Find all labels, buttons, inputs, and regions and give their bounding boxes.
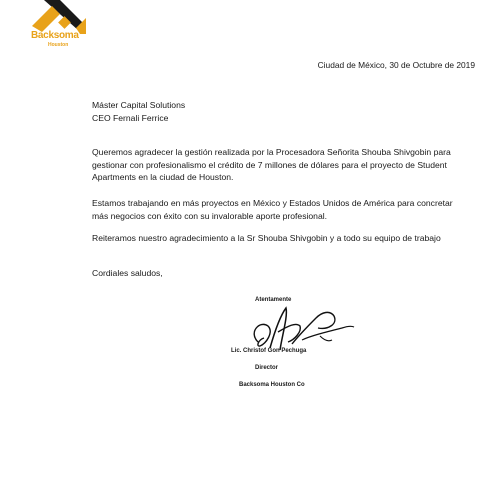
body-paragraph-2: Estamos trabajando en más proyectos en México y Estados Unidos de América para concretar más negocios con éxito con su invalorable aporte profesional.	[92, 198, 453, 221]
closing-line: Cordiales saludos,	[92, 268, 163, 278]
roof-logo-icon	[30, 0, 86, 34]
body-paragraph-1: Queremos agradecer la gestión realizada por la Procesadora Señorita Shouba Shivgobin para gestionar con profesionalismo el crédito de 7 millones de dólares para el proyecto de Student Apartments en la ciudad de Houston.	[92, 147, 451, 183]
body-paragraph-3: Reiteramos nuestro agradecimiento a la Sr Shouba Shivgobin y a todo su equipo de trabajo	[92, 233, 441, 243]
signer-company: Backsoma Houston Co	[239, 382, 305, 388]
recipient-block	[92, 99, 185, 125]
logo-name-text: Backsoma	[31, 30, 79, 41]
signature-block	[230, 296, 360, 396]
handwritten-signature	[230, 296, 360, 366]
recipient-person: CEO Fernali Ferrice	[92, 113, 169, 123]
letter-date: Ciudad de México, 30 de Octubre de 2019	[317, 60, 475, 70]
logo-sub-text: Houston	[48, 42, 69, 48]
signer-title: Director	[255, 365, 279, 371]
signature-salutation: Atentamente	[255, 297, 292, 303]
signer-name: Lic. Christof Gon Pechuga	[231, 348, 307, 354]
recipient-company: Máster Capital Solutions	[92, 100, 186, 110]
company-logo	[24, 0, 94, 52]
